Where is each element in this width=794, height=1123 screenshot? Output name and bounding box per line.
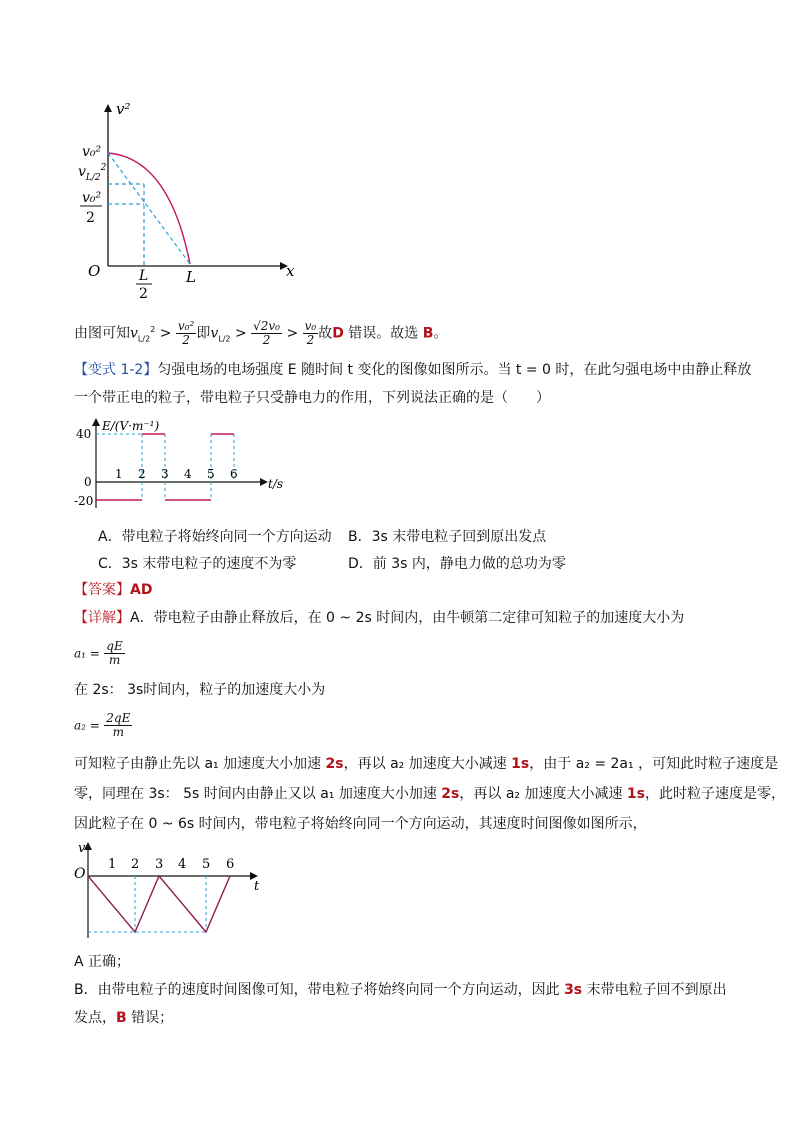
t-axis-label: t/s <box>268 477 284 491</box>
option-b: B．3s 末带电粒子回到原出发点 <box>348 529 547 545</box>
detail-line-3: 可知粒子由静止先以 a₁ 加速度大小加速 2s，再以 a₂ 加速度大小减速 1s，由于 a₂ = 2a₁ ，可知此时粒子速度是 <box>74 756 779 772</box>
v-t-graph <box>72 842 272 942</box>
y-tick-vhalf: $v_{L/2}^2$ <box>78 163 107 183</box>
problem-line-1: 【变式 1-2】匀强电场的电场强度 E 随时间 t 变化的图像如图所示。当 t = 0 时，在此匀强电场中由静止释放 <box>74 362 752 378</box>
origin-label: O <box>88 262 101 280</box>
y-tick-0: 0 <box>84 475 92 489</box>
x-tick-4: 4 <box>178 857 187 872</box>
x-tick-half-num: L <box>139 268 149 284</box>
y-tick-v0sq: v₀² <box>82 144 102 160</box>
detail-line-5: 因此粒子在 0 ~ 6s 时间内，带电粒子将始终向同一个方向运动，其速度时间图像如图所示， <box>74 816 647 832</box>
equation-a1: a₁ = $\frac{qE}{m}$ <box>74 639 123 667</box>
v2-x-graph <box>74 98 314 298</box>
x-tick-1: 1 <box>115 467 123 481</box>
y-tick-neg20: -20 <box>74 494 94 508</box>
x-tick-6: 6 <box>230 467 238 481</box>
y-tick-v0sq-num: v₀² <box>82 190 102 206</box>
x-tick-3: 3 <box>155 857 164 872</box>
y-tick-40: 40 <box>76 427 92 441</box>
b-line-1: B．由带电粒子的速度时间图像可知，带电粒子将始终向同一个方向运动，因此 3s 末带电粒子回不到原出 <box>74 982 727 998</box>
x-tick-2: 2 <box>131 857 140 872</box>
origin-label: O <box>74 866 86 882</box>
t-axis-label: t <box>254 879 260 894</box>
problem-line-2: 一个带正电的粒子，带电粒子只受静电力的作用，下列说法正确的是（ ） <box>74 390 550 406</box>
x-tick-6: 6 <box>226 857 235 872</box>
answer-line: 【答案】AD <box>74 582 153 598</box>
b-line-2: 发点，B 错误； <box>74 1010 174 1026</box>
x-tick-5: 5 <box>202 857 211 872</box>
option-c: C．3s 末带电粒子的速度不为零 <box>98 556 297 572</box>
x-tick-1: 1 <box>108 857 117 872</box>
x-tick-5: 5 <box>207 467 215 481</box>
e-t-graph <box>74 418 294 518</box>
x-tick-3: 3 <box>161 467 169 481</box>
detail-line-2: 在 2s： 3s时间内，粒子的加速度大小为 <box>74 682 326 698</box>
conclusion-line: 由图可知$v_{L/2}^2$ > $\frac{\text{v₀²}}{2}$ 即$v_{L/2}$ > $\frac{\text{√2v₀}}{2}$ > $\frac{\text{v₀}}{2}$ 故D 错误。故选 B。 <box>74 319 448 348</box>
y-axis-label: v² <box>116 100 131 118</box>
x-tick-4: 4 <box>184 467 192 481</box>
option-d: D．前 3s 内，静电力做的总功为零 <box>348 556 566 572</box>
v-axis-label: v <box>78 842 86 856</box>
y-tick-v0sq-den: 2 <box>86 210 95 226</box>
x-tick-half-den: 2 <box>139 286 148 298</box>
equation-a2: a₂ = $\frac{2qE}{m}$ <box>74 711 131 739</box>
a-correct-line: A 正确； <box>74 954 131 970</box>
e-axis-label: E/(V·m⁻¹) <box>102 419 160 433</box>
x-tick-L: L <box>186 268 196 286</box>
detail-line-1: 【详解】A．带电粒子由静止释放后，在 0 ~ 2s 时间内，由牛顿第二定律可知粒子的加速度大小为 <box>74 610 685 626</box>
x-tick-2: 2 <box>138 467 146 481</box>
option-a: A．带电粒子将始终向同一个方向运动 <box>98 529 332 545</box>
detail-line-4: 零，同理在 3s： 5s 时间内由静止又以 a₁ 加速度大小加速 2s，再以 a₂ 加速度大小减速 1s，此时粒子速度是零， <box>74 786 785 802</box>
x-axis-label: x <box>286 262 295 280</box>
